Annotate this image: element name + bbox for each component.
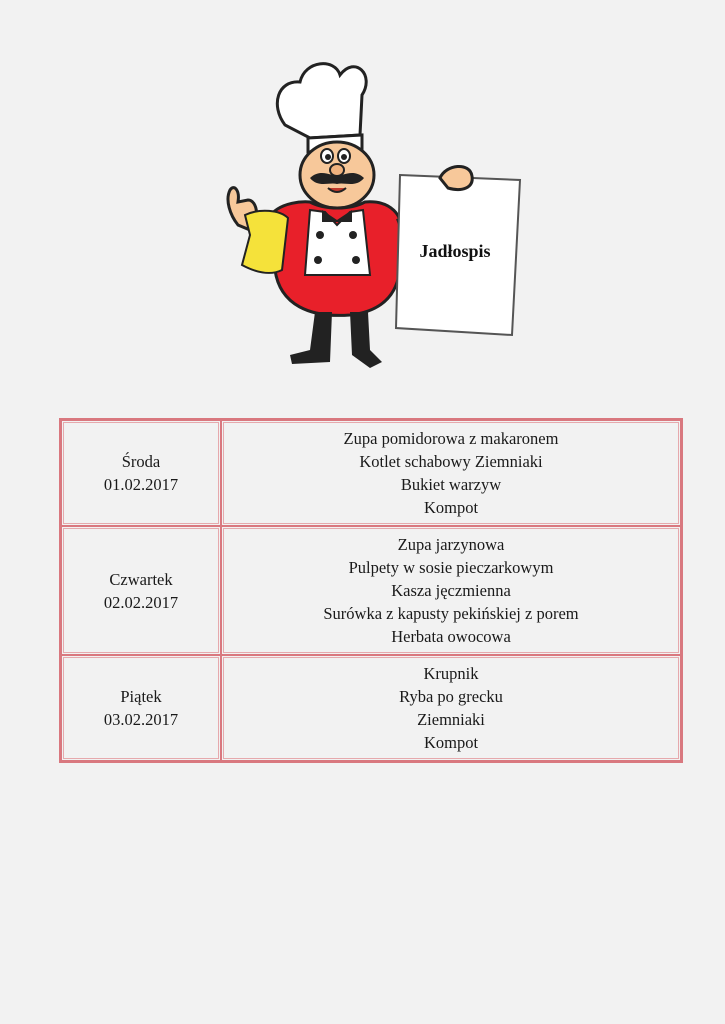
day-date: 03.02.2017 xyxy=(103,710,179,729)
dish-item: Bukiet warzyw xyxy=(400,475,502,494)
dish-item: Herbata owocowa xyxy=(391,627,511,646)
dishes-cell xyxy=(221,526,681,655)
day-name: Piątek xyxy=(120,687,162,706)
table-row xyxy=(61,655,681,761)
sign-text: Jadłospis xyxy=(419,241,491,261)
chef-illustration xyxy=(200,50,530,380)
day-cell xyxy=(61,655,221,761)
day-date: 02.02.2017 xyxy=(103,592,179,612)
day-cell xyxy=(61,420,221,526)
dish-item: Krupnik xyxy=(423,664,479,683)
menu-table xyxy=(59,418,683,763)
dish-item: Kompot xyxy=(423,498,479,517)
dish-item: Ziemniaki xyxy=(417,710,485,729)
dish-item: Zupa pomidorowa z makaronem xyxy=(343,429,559,448)
dishes-cell xyxy=(221,420,681,526)
dish-item: Kompot xyxy=(423,733,479,752)
dish-item: Kotlet schabowy Ziemniaki xyxy=(359,452,543,471)
dish-item: Pulpety w sosie pieczarkowym xyxy=(348,558,554,577)
table-row xyxy=(61,420,681,526)
day-name: Środa xyxy=(121,452,161,471)
dish-item: Ryba po grecku xyxy=(399,687,503,706)
day-cell xyxy=(61,526,221,655)
dishes-cell xyxy=(221,655,681,761)
dish-item: Zupa jarzynowa xyxy=(397,535,505,554)
table-row xyxy=(61,526,681,655)
dish-item: Kasza jęczmienna xyxy=(391,581,511,600)
day-name: Czwartek xyxy=(109,569,173,589)
dish-item: Surówka z kapusty pekińskiej z porem xyxy=(323,604,579,623)
day-date: 01.02.2017 xyxy=(103,475,179,494)
